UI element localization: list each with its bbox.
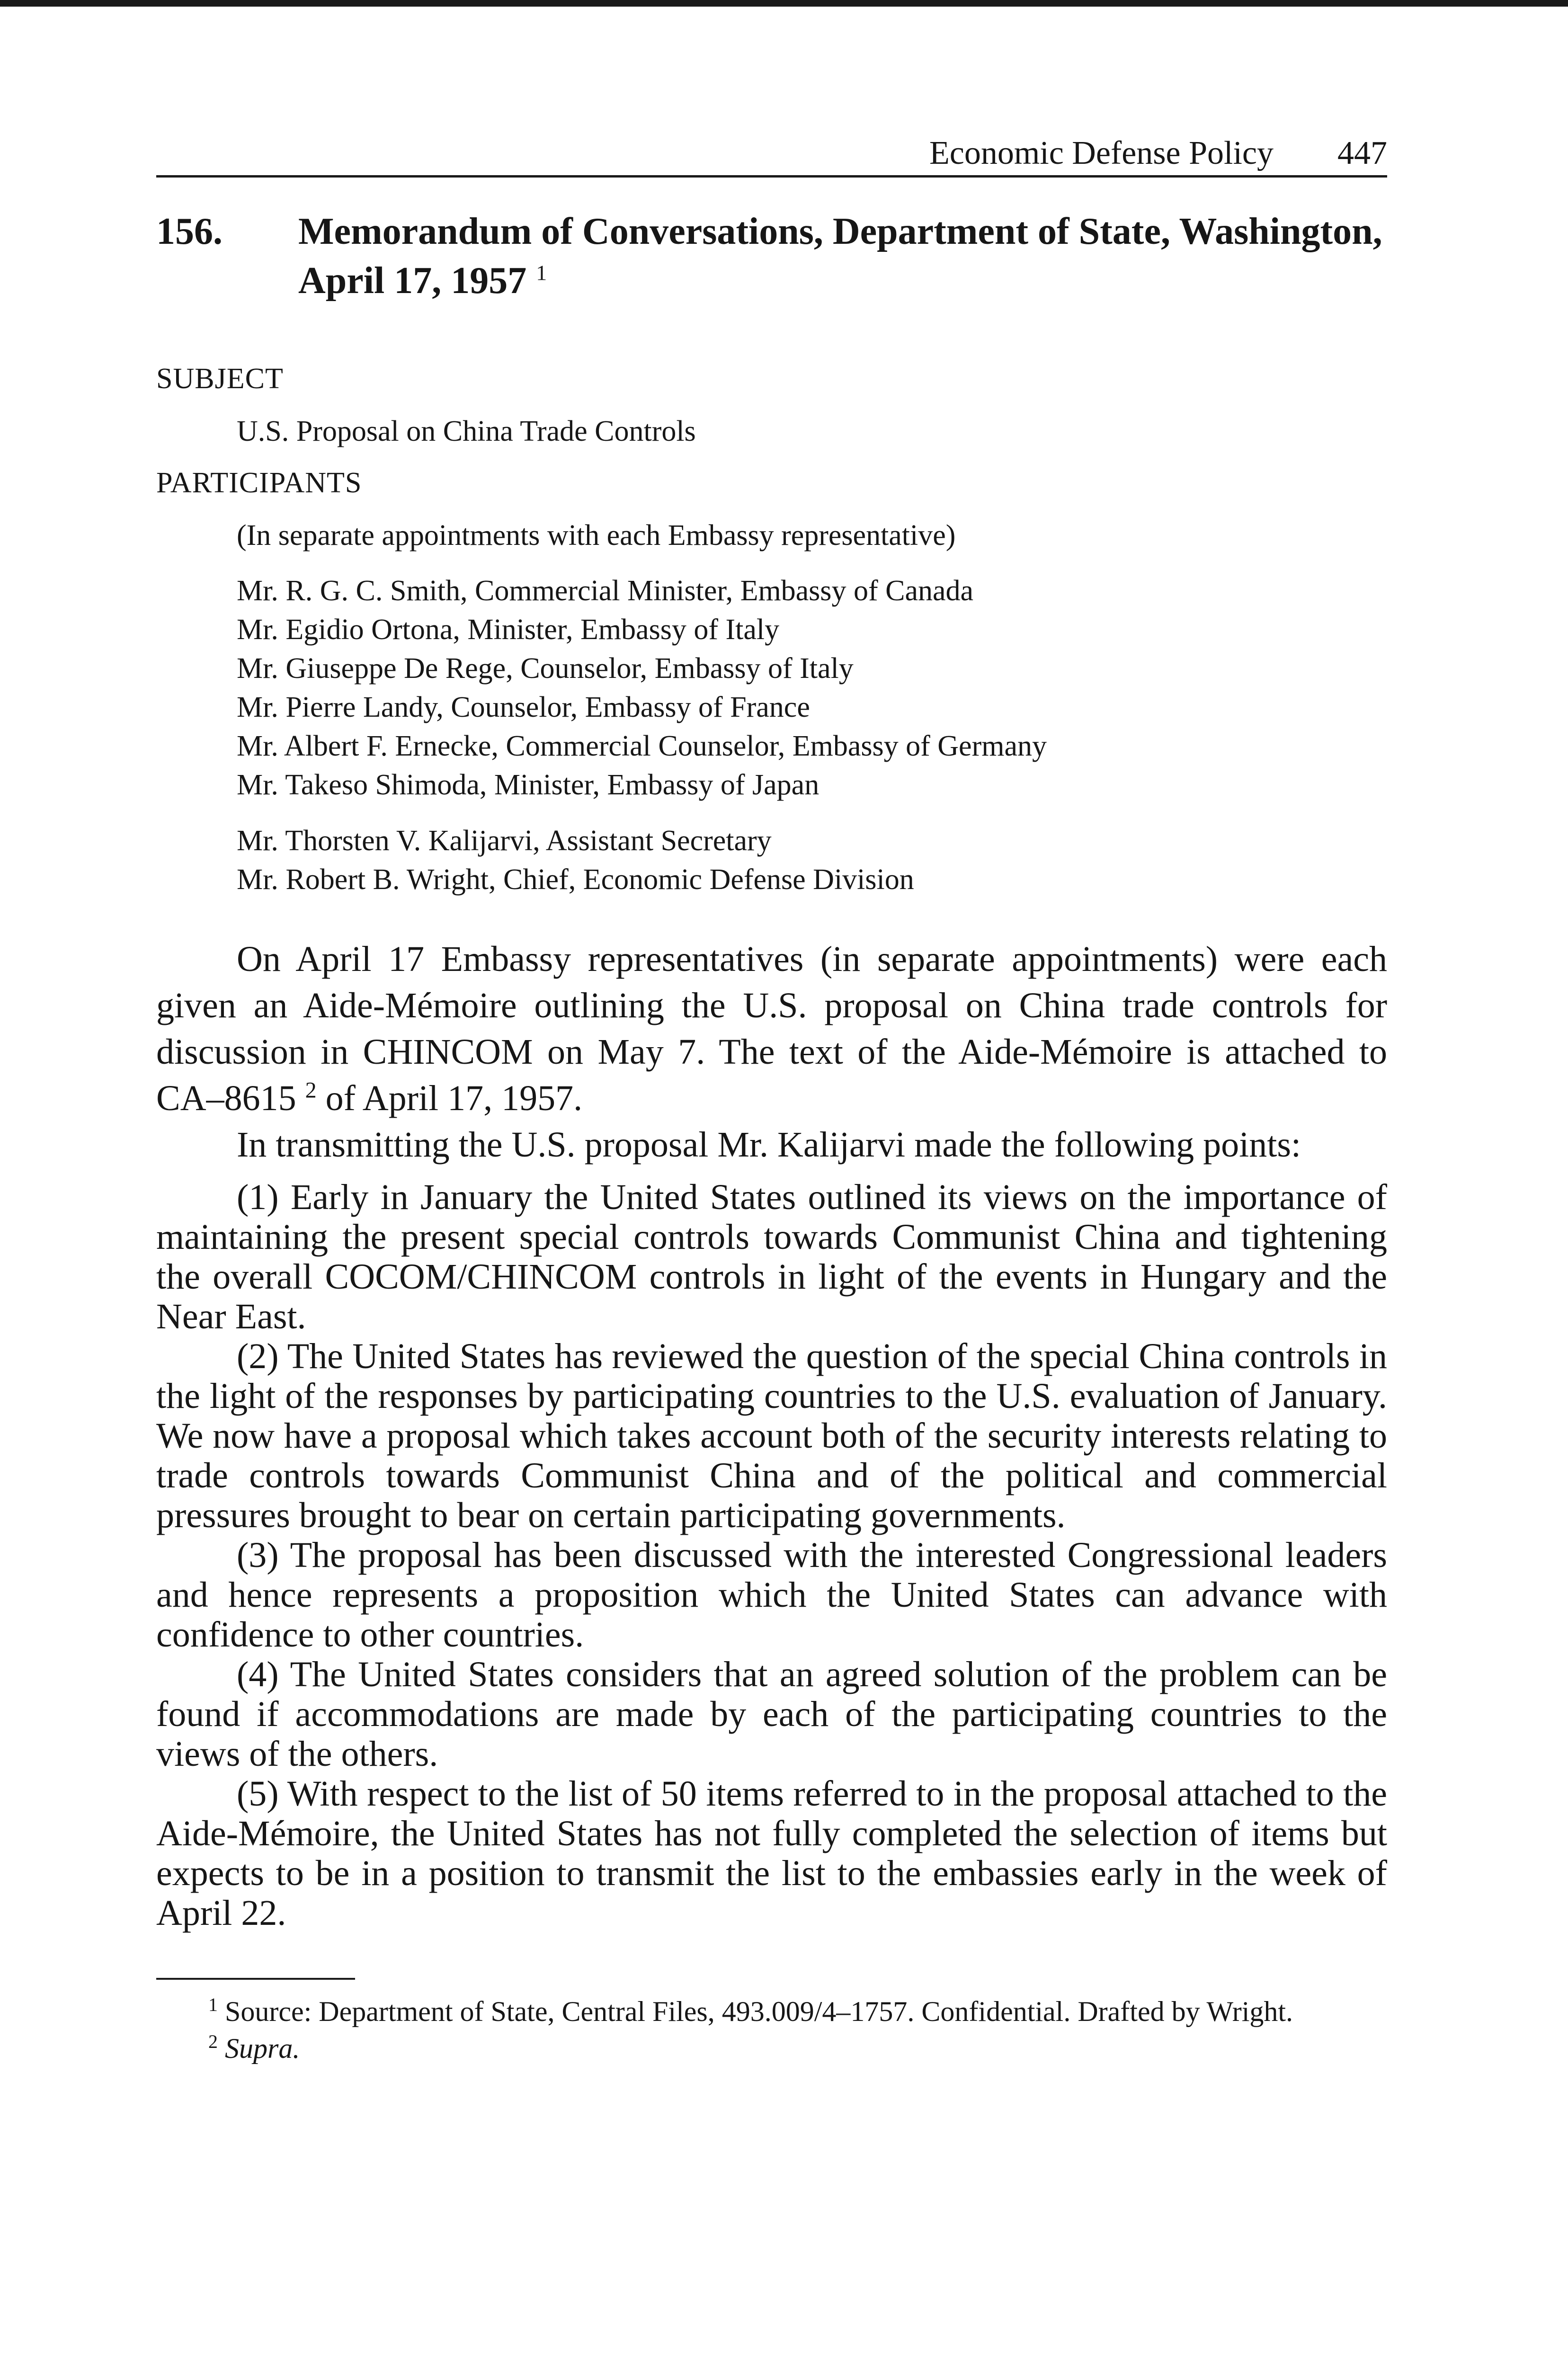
participant: Mr. Egidio Ortona, Minister, Embassy of Italy	[237, 614, 780, 646]
subject-label: SUBJECT	[156, 363, 284, 395]
footnote-marker: 1	[208, 1994, 218, 2015]
subject-text: U.S. Proposal on China Trade Controls	[237, 415, 696, 447]
point-item: (4) The United States considers that an agreed solution of the problem can be found if accommodations are made by each of the participating countries to the views of the others.	[156, 1655, 1387, 1774]
participant: Mr. Giuseppe De Rege, Counselor, Embassy of Italy	[237, 652, 854, 685]
participant: Mr. Takeso Shimoda, Minister, Embassy of Japan	[237, 769, 820, 801]
footnote-text: Source: Department of State, Central Files, 493.009/4–1757. Confidential. Drafted by Wright.	[225, 1996, 1293, 2027]
participant: Mr. Thorsten V. Kalijarvi, Assistant Secretary	[237, 825, 772, 857]
embassy-representatives	[237, 571, 1387, 804]
us-representatives	[237, 821, 1387, 899]
footnote-marker: 2	[208, 2031, 218, 2052]
points-list	[156, 1177, 1387, 1933]
footnote-ref: 2	[305, 1077, 317, 1103]
page-number: 447	[1337, 135, 1387, 171]
participants-note: (In separate appointments with each Embassy representative)	[237, 519, 956, 552]
running-head	[156, 128, 1387, 178]
point-item: (2) The United States has reviewed the question of the special China controls in the light of the responses by participating countries to the U.S. evaluation of January. We now have a proposal which takes account both of the security interests relating to trade controls towards Communist China and of the political and commercial pressures brought to bear on certain participating governments.	[156, 1336, 1387, 1535]
footnotes	[156, 1993, 1387, 2067]
point-item: (3) The proposal has been discussed with the interested Congressional leaders and hence represents a proposition which the United States can advance with confidence to other countries.	[156, 1535, 1387, 1655]
body-text	[156, 936, 1387, 1168]
document-title-text: Memorandum of Conversations, Department of State, Washington, April 17, 1957	[298, 211, 1382, 302]
footnote-text: Supra.	[225, 2033, 300, 2064]
body-paragraph-1	[156, 936, 1387, 1121]
participant: Mr. Albert F. Ernecke, Commercial Counselor, Embassy of Germany	[237, 730, 1047, 762]
participant: Mr. Robert B. Wright, Chief, Economic Defense Division	[237, 863, 914, 896]
point-item: (1) Early in January the United States outlined its views on the importance of maintaining the present special controls towards Communist China and tightening the overall COCOM/CHINCOM controls in light of the events in Hungary and the Near East.	[156, 1177, 1387, 1336]
document-page	[156, 128, 1387, 2067]
document-number: 156.	[156, 211, 223, 252]
document-title	[298, 207, 1387, 305]
footnote-divider	[156, 1978, 355, 1980]
footnote	[156, 1993, 1387, 2030]
document-heading	[156, 207, 1387, 305]
paragraph-text: of April 17, 1957.	[316, 1078, 583, 1118]
point-item: (5) With respect to the list of 50 items referred to in the proposal attached to the Aide-Mémoire, the United States has not fully completed the selection of items but expects to be in a position to transmit the list to the embassies early in the week of April 22.	[156, 1774, 1387, 1933]
scan-top-edge	[0, 0, 1568, 7]
participant: Mr. R. G. C. Smith, Commercial Minister, Embassy of Canada	[237, 575, 973, 607]
paragraph-text: On April 17 Embassy representatives (in separate appointments) were each given an Aide-Mémoire outlining the U.S. proposal on China trade controls for discussion in CHINCOM on May 7. The text of the Aide-Mémoire is attached to CA–8615	[156, 939, 1387, 1118]
title-footnote-ref: 1	[536, 260, 547, 285]
participant: Mr. Pierre Landy, Counselor, Embassy of France	[237, 691, 810, 723]
footnote	[156, 2030, 1387, 2067]
body-paragraph-2: In transmitting the U.S. proposal Mr. Kalijarvi made the following points:	[237, 1125, 1301, 1165]
participants-list	[237, 571, 1387, 899]
participants-label: PARTICIPANTS	[156, 467, 362, 499]
running-head-section: Economic Defense Policy	[929, 135, 1274, 171]
